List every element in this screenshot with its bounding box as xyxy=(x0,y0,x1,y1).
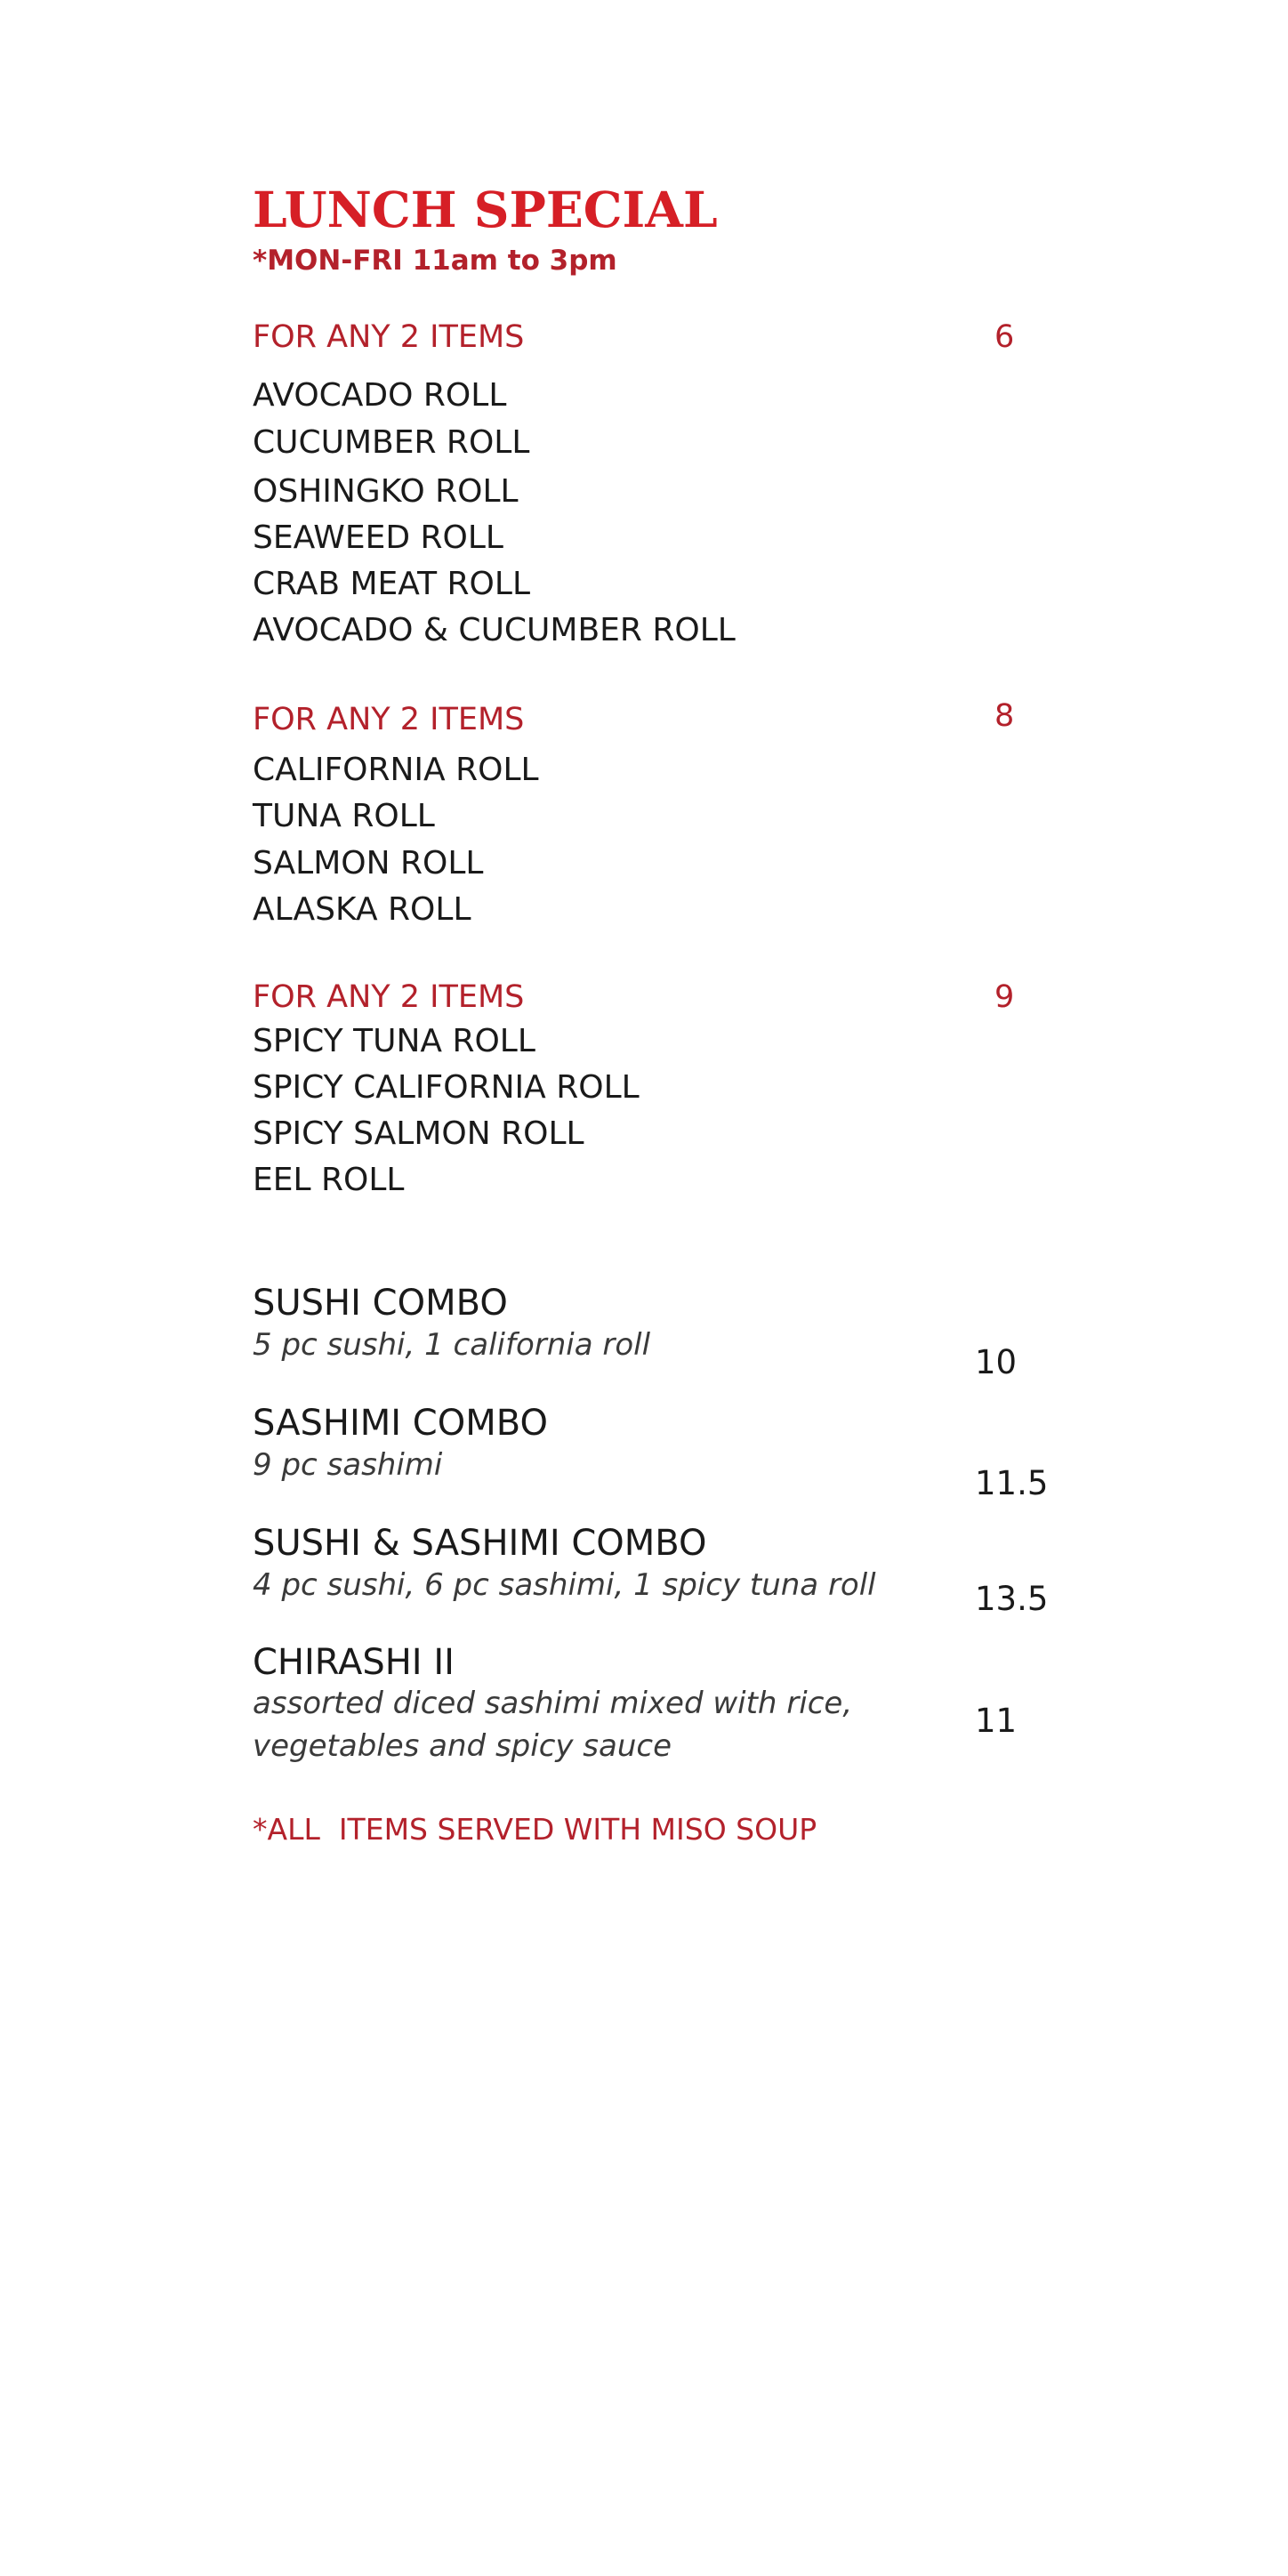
menu-item: CALIFORNIA ROLL xyxy=(253,752,539,788)
menu-item: TUNA ROLL xyxy=(253,798,435,834)
menu-item: SALMON ROLL xyxy=(253,845,484,881)
combo-price: 11 xyxy=(975,1702,1018,1740)
menu-item: CUCUMBER ROLL xyxy=(253,424,530,461)
combo-name: SASHIMI COMBO xyxy=(253,1403,548,1444)
menu-item: SEAWEED ROLL xyxy=(253,519,503,556)
footnote-miso-soup: *ALL ITEMS SERVED WITH MISO SOUP xyxy=(253,1812,817,1847)
combo-description: assorted diced sashimi mixed with rice, xyxy=(253,1686,853,1721)
combo-description: 5 pc sushi, 1 california roll xyxy=(253,1327,651,1363)
menu-item: SPICY TUNA ROLL xyxy=(253,1023,535,1059)
menu-item: CRAB MEAT ROLL xyxy=(253,566,530,602)
section-price: 9 xyxy=(994,979,1015,1015)
menu-item: AVOCADO & CUCUMBER ROLL xyxy=(253,612,736,648)
section-price: 6 xyxy=(994,319,1015,355)
section-price: 8 xyxy=(994,698,1015,734)
menu-item: SPICY SALMON ROLL xyxy=(253,1115,584,1152)
combo-name: CHIRASHI II xyxy=(253,1642,455,1683)
combo-description: 9 pc sashimi xyxy=(253,1447,443,1483)
menu-hours: *MON-FRI 11am to 3pm xyxy=(253,245,617,277)
menu-item: AVOCADO ROLL xyxy=(253,377,507,414)
menu-title: LUNCH SPECIAL xyxy=(253,181,718,238)
combo-name: SUSHI & SASHIMI COMBO xyxy=(253,1523,707,1564)
section-heading: FOR ANY 2 ITEMS xyxy=(253,319,525,355)
combo-price: 10 xyxy=(975,1343,1018,1381)
combo-price: 13.5 xyxy=(975,1580,1049,1618)
combo-description: vegetables and spicy sauce xyxy=(253,1728,672,1764)
combo-name: SUSHI COMBO xyxy=(253,1283,508,1324)
section-heading: FOR ANY 2 ITEMS xyxy=(253,702,525,737)
combo-price: 11.5 xyxy=(975,1464,1049,1502)
section-heading: FOR ANY 2 ITEMS xyxy=(253,979,525,1015)
menu-item: ALASKA ROLL xyxy=(253,891,471,928)
combo-description: 4 pc sushi, 6 pc sashimi, 1 spicy tuna roll xyxy=(253,1567,876,1603)
menu-item: EEL ROLL xyxy=(253,1162,405,1198)
menu-item: OSHINGKO ROLL xyxy=(253,473,519,510)
menu-item: SPICY CALIFORNIA ROLL xyxy=(253,1069,640,1106)
